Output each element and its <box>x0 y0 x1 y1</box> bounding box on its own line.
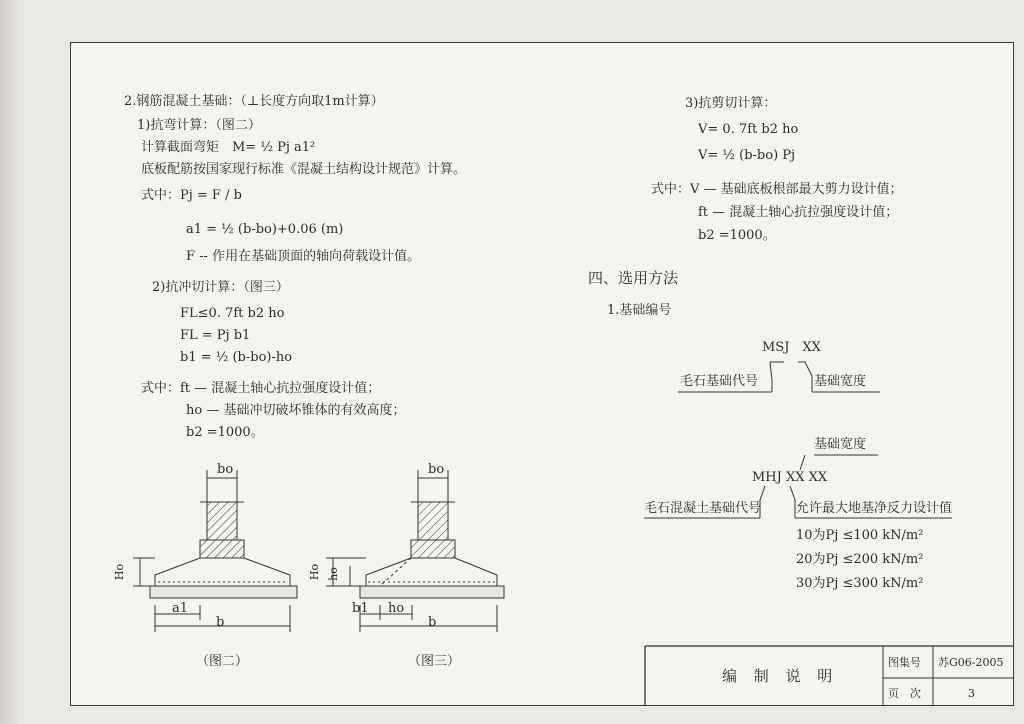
numbering-title: 1.基础编号 <box>607 303 672 318</box>
b2-definition-right: b2 =1000。 <box>698 228 776 243</box>
page-number: 3 <box>968 687 975 700</box>
atlas-number: 苏G06-2005 <box>938 656 1004 669</box>
v-definition: 式中：V — 基础底板根部最大剪力设计值； <box>651 182 903 197</box>
fig2-b-label: b <box>216 615 225 630</box>
fl-formula-2: FL = Pj b1 <box>180 328 251 343</box>
ft-definition-right: ft — 混凝土轴心抗拉强度设计值； <box>698 205 899 220</box>
mhj-code: MHJ XX XX <box>752 470 828 485</box>
grade-30: 30为Pj ≤300 kN/m² <box>796 576 924 591</box>
pj-formula: 式中：Pj = F / b <box>141 188 242 203</box>
fig3-caption: （图三） <box>408 654 461 669</box>
shear-formula-2: V= ½ (b-bo) Pj <box>698 148 796 163</box>
fig3-bo-label: bo <box>428 462 445 477</box>
msj-width-label: 基础宽度 <box>814 374 867 389</box>
a1-formula: a1 = ½ (b-bo)+0.06 (m) <box>186 222 344 237</box>
rc-foundation-heading: 2.钢筋混凝土基础：（⊥长度方向取1m计算） <box>124 94 384 109</box>
grade-10: 10为Pj ≤100 kN/m² <box>796 528 924 543</box>
section-selection-method: 四、选用方法 <box>588 269 679 287</box>
fig3-b1-label: b1 <box>352 601 369 616</box>
fig3-ho-dim-label: ho <box>388 601 405 616</box>
f-definition: F -- 作用在基础顶面的轴向荷载设计值。 <box>186 249 421 264</box>
grade-20: 20为Pj ≤200 kN/m² <box>796 552 924 567</box>
fig2-bo-label: bo <box>217 462 234 477</box>
shear-title: 3)抗剪切计算： <box>685 96 777 111</box>
punching-title: 2)抗冲切计算：（图三） <box>152 280 289 295</box>
atlas-number-label: 图集号 <box>888 656 921 669</box>
mhj-width-label: 基础宽度 <box>814 437 867 452</box>
rebar-note: 底板配筋按国家现行标准《混凝土结构设计规范》计算。 <box>141 162 467 177</box>
ho-definition: ho — 基础冲切破坏锥体的有效高度； <box>186 403 406 418</box>
fig2-caption: （图二） <box>196 654 249 669</box>
msj-code: MSJ XX <box>762 340 821 355</box>
msj-code-label: 毛石基础代号 <box>680 374 759 389</box>
sheet-title: 编 制 说 明 <box>722 667 839 685</box>
fig2-Ho-label: Ho <box>113 563 127 581</box>
shear-formula-1: V= 0. 7ft b2 ho <box>698 122 799 137</box>
fig2-a1-label: a1 <box>172 601 189 616</box>
moment-formula: 计算截面弯矩 M= ½ Pj a1² <box>141 140 316 155</box>
fig3-b-label: b <box>428 615 437 630</box>
bending-title: 1)抗弯计算：（图二） <box>137 118 261 133</box>
page-label: 页 次 <box>888 687 921 700</box>
ft-definition: 式中：ft — 混凝土轴心抗拉强度设计值； <box>141 381 381 396</box>
fl-formula-1: FL≤0. 7ft b2 ho <box>180 306 285 321</box>
b1-formula: b1 = ½ (b-bo)-ho <box>180 350 293 365</box>
mhj-allowable-label: 允许最大地基净反力设计值 <box>796 501 953 516</box>
fig3-Ho-label: Ho <box>308 563 322 581</box>
fig3-ho-label: ho <box>326 567 340 581</box>
b2-definition: b2 =1000。 <box>186 425 264 440</box>
mhj-code-label: 毛石混凝土基础代号 <box>644 501 762 516</box>
